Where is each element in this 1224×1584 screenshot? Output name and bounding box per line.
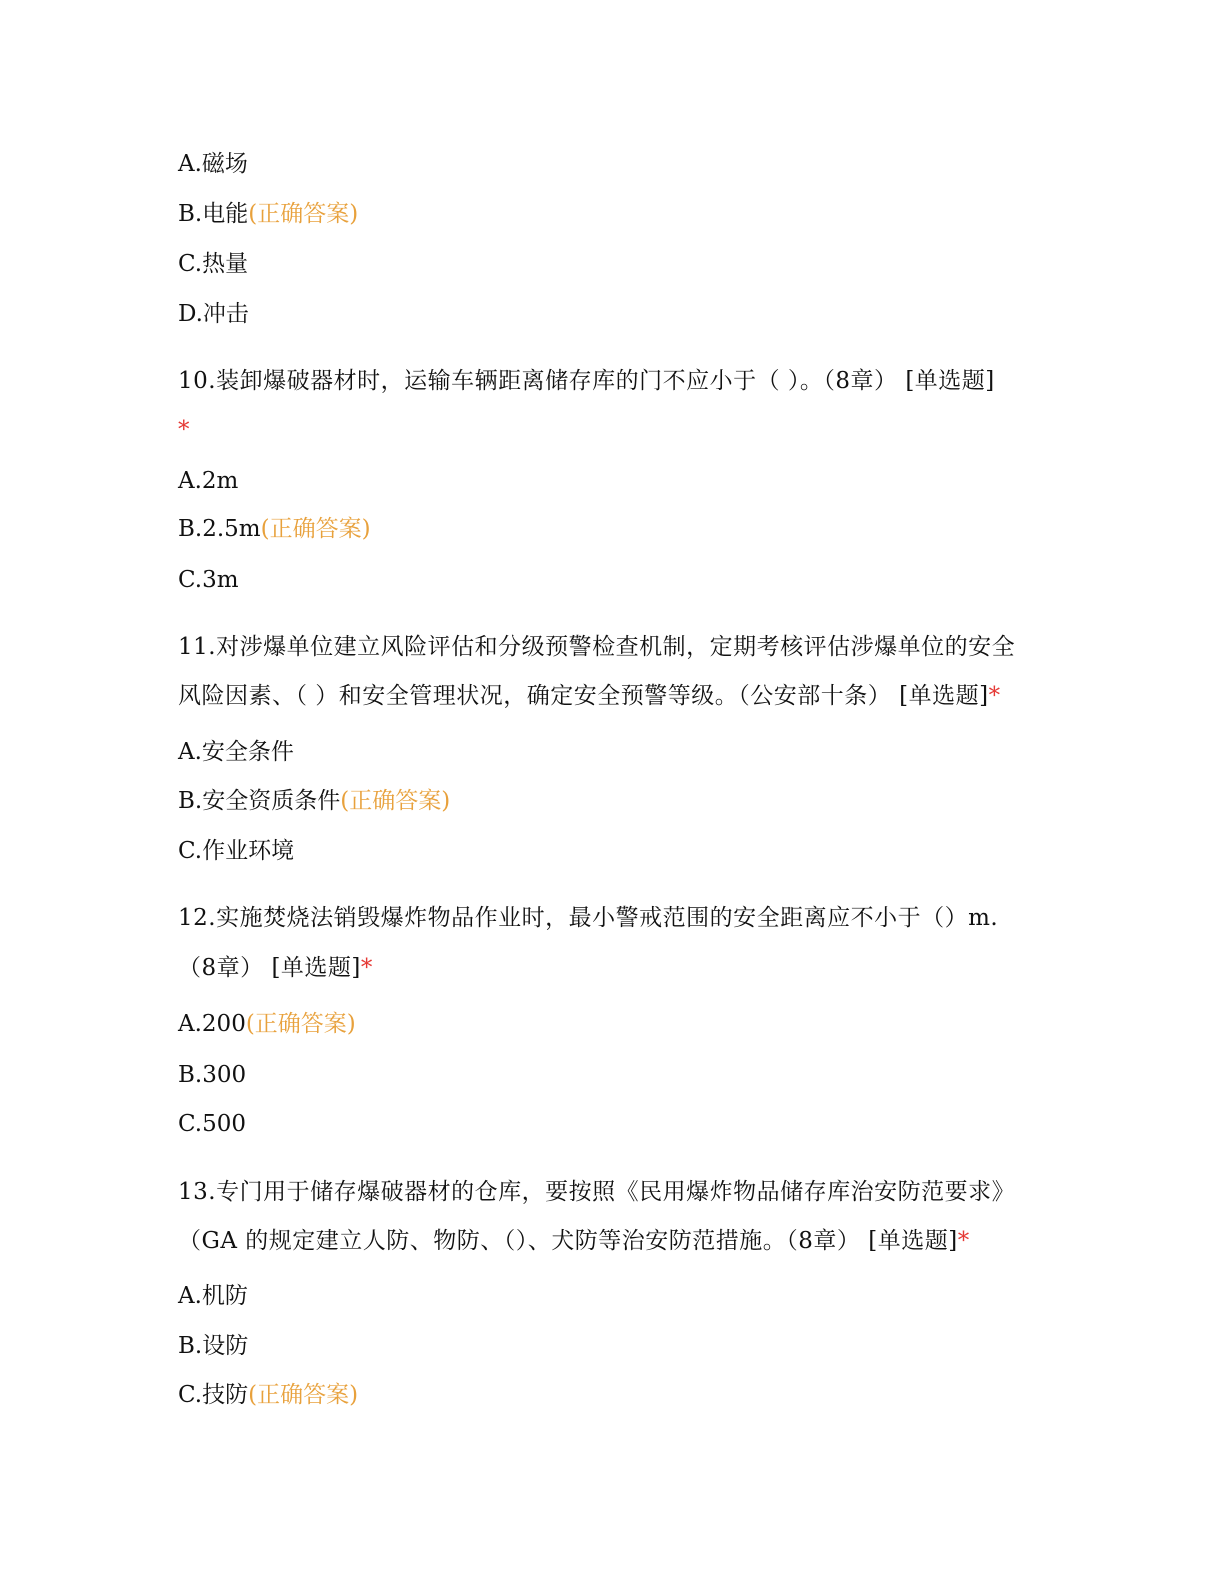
required-star: * [360,955,373,981]
q12-option-a: A.200(正确答案) [178,1011,356,1037]
required-star: * [178,417,190,443]
correct-answer-tag: (正确答案) [340,788,451,814]
q10-required-line [178,415,190,445]
q10-option-b: B.2.5m(正确答案) [178,516,371,542]
q11-option-b: B.安全资质条件(正确答案) [178,788,451,814]
q9-option-a: A.磁场 [178,151,248,177]
correct-answer-tag: (正确答案) [260,516,371,542]
q13-text-line1: 13.专门用于储存爆破器材的仓库，要按照《民用爆炸物品储存库治安防范要求》 [178,1179,1016,1205]
q12-option-b: B.300 [178,1062,247,1088]
q13-option-c: C.技防(正确答案) [178,1382,359,1408]
q12-text-line2: （8章） [单选题]* [178,955,373,981]
q13-text-line2: （GA 的规定建立人防、物防、（）、犬防等治安防范措施。（8章） [单选题]* [178,1228,970,1254]
q11-text-line2: 风险因素、（ ）和安全管理状况，确定安全预警等级。（公安部十条） [单选题]* [178,683,1001,709]
q12-text-line1: 12.实施焚烧法销毁爆炸物品作业时，最小警戒范围的安全距离应不小于（）m. [178,905,999,931]
q11-option-c: C.作业环境 [178,838,295,864]
q10-option-c: C.3m [178,567,239,593]
correct-answer-tag: (正确答案) [248,1382,359,1408]
q11-option-a: A.安全条件 [178,739,294,765]
q12-option-c: C.500 [178,1111,246,1137]
q13-option-a: A.机防 [178,1283,248,1309]
q13-option-b: B.设防 [178,1333,249,1359]
q11-text-line1: 11.对涉爆单位建立风险评估和分级预警检查机制，定期考核评估涉爆单位的安全 [178,634,1016,660]
required-star: * [988,683,1001,709]
correct-answer-tag: (正确答案) [248,201,359,227]
q9-option-c: C.热量 [178,251,249,277]
q9-option-d: D.冲击 [178,301,249,327]
correct-answer-tag: (正确答案) [245,1011,356,1037]
q10-text-line1: 10.装卸爆破器材时，运输车辆距离储存库的门不应小于（ ）。（8章） [单选题] [178,368,995,394]
q9-option-b: B.电能(正确答案) [178,201,359,227]
required-star: * [957,1228,970,1254]
q10-option-a: A.2m [178,468,239,494]
